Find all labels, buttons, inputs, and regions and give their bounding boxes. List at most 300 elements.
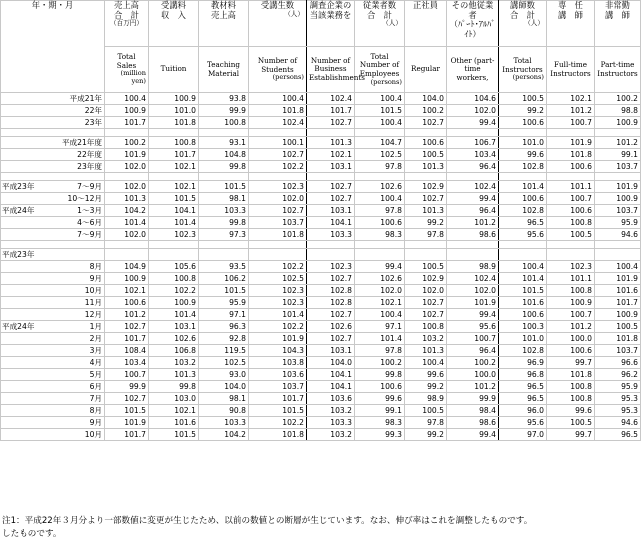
value-cell[interactable]: 100.7 [447,333,499,345]
row-label-cell[interactable] [1,137,105,149]
value-cell[interactable]: 99.4 [355,261,405,273]
value-cell[interactable]: 101.2 [595,137,641,149]
value-cell[interactable]: 101.3 [149,369,199,381]
value-cell[interactable]: 103.2 [149,357,199,369]
value-cell[interactable]: 102.7 [307,181,355,193]
value-cell[interactable]: 101.5 [149,429,199,441]
value-cell[interactable]: 102.2 [249,161,307,173]
value-cell[interactable]: 96.5 [595,429,641,441]
value-cell[interactable]: 100.4 [405,357,447,369]
row-label-cell[interactable] [1,149,105,161]
value-cell[interactable]: 102.3 [249,285,307,297]
value-cell[interactable]: 100.8 [547,285,595,297]
value-cell[interactable]: 97.0 [499,429,547,441]
value-cell[interactable]: 100.7 [547,309,595,321]
value-cell[interactable]: 102.8 [499,205,547,217]
value-cell[interactable]: 99.6 [405,369,447,381]
value-cell[interactable]: 100.9 [595,193,641,205]
row-label-cell[interactable] [1,333,105,345]
value-cell[interactable]: 101.8 [595,333,641,345]
value-cell[interactable]: 100.6 [499,193,547,205]
value-cell[interactable]: 100.6 [547,345,595,357]
value-cell[interactable]: 102.1 [149,181,199,193]
value-cell[interactable]: 100.8 [547,381,595,393]
value-cell[interactable]: 100.1 [249,137,307,149]
value-cell[interactable]: 108.4 [105,345,149,357]
value-cell[interactable]: 99.1 [595,149,641,161]
empty-cell[interactable] [547,129,595,137]
value-cell[interactable]: 95.9 [595,381,641,393]
value-cell[interactable]: 102.1 [355,297,405,309]
value-cell[interactable]: 103.1 [307,161,355,173]
value-cell[interactable]: 102.1 [307,149,355,161]
value-cell[interactable]: 101.8 [249,105,307,117]
empty-cell[interactable] [595,129,641,137]
value-cell[interactable]: 102.5 [249,273,307,285]
value-cell[interactable]: 102.7 [105,321,149,333]
value-cell[interactable]: 97.8 [355,161,405,173]
value-cell[interactable]: 101.9 [595,273,641,285]
value-cell[interactable]: 101.5 [199,285,249,297]
value-cell[interactable]: 96.5 [499,217,547,229]
value-cell[interactable]: 103.0 [149,393,199,405]
value-cell[interactable]: 100.3 [499,321,547,333]
empty-cell[interactable] [1,129,105,137]
value-cell[interactable]: 104.1 [307,217,355,229]
value-cell[interactable]: 101.8 [249,429,307,441]
value-cell[interactable] [595,249,641,261]
value-cell[interactable]: 102.6 [355,181,405,193]
value-cell[interactable]: 102.0 [405,285,447,297]
value-cell[interactable]: 103.7 [249,217,307,229]
value-cell[interactable]: 100.5 [405,261,447,273]
row-label-cell[interactable] [1,357,105,369]
value-cell[interactable]: 102.3 [149,229,199,241]
value-cell[interactable]: 102.4 [249,117,307,129]
value-cell[interactable]: 100.8 [405,321,447,333]
value-cell[interactable]: 101.2 [547,105,595,117]
value-cell[interactable] [149,249,199,261]
empty-cell[interactable] [405,241,447,249]
row-label-cell[interactable] [1,381,105,393]
value-cell[interactable]: 100.5 [405,149,447,161]
value-cell[interactable]: 102.0 [447,105,499,117]
value-cell[interactable]: 96.5 [499,381,547,393]
value-cell[interactable]: 102.2 [249,417,307,429]
value-cell[interactable]: 98.4 [447,405,499,417]
value-cell[interactable]: 102.8 [499,345,547,357]
value-cell[interactable]: 101.9 [595,181,641,193]
value-cell[interactable]: 101.9 [447,297,499,309]
value-cell[interactable]: 101.2 [105,309,149,321]
value-cell[interactable]: 102.7 [307,333,355,345]
value-cell[interactable]: 95.6 [499,417,547,429]
value-cell[interactable]: 103.7 [595,161,641,173]
value-cell[interactable]: 100.9 [105,105,149,117]
empty-cell[interactable] [307,129,355,137]
value-cell[interactable]: 106.2 [199,273,249,285]
empty-cell[interactable] [249,129,307,137]
row-label-cell[interactable] [1,117,105,129]
value-cell[interactable]: 104.0 [199,381,249,393]
empty-cell[interactable] [447,241,499,249]
value-cell[interactable]: 100.8 [547,393,595,405]
empty-cell[interactable] [307,173,355,181]
value-cell[interactable]: 101.6 [595,285,641,297]
value-cell[interactable]: 100.8 [547,217,595,229]
value-cell[interactable]: 102.6 [355,273,405,285]
value-cell[interactable]: 102.3 [307,261,355,273]
value-cell[interactable]: 102.9 [405,273,447,285]
value-cell[interactable]: 100.9 [547,297,595,309]
value-cell[interactable]: 103.1 [307,345,355,357]
empty-cell[interactable] [1,241,105,249]
row-label-cell[interactable] [1,309,105,321]
value-cell[interactable]: 95.6 [447,321,499,333]
value-cell[interactable]: 100.5 [405,405,447,417]
value-cell[interactable]: 100.9 [595,117,641,129]
empty-cell[interactable] [499,173,547,181]
empty-cell[interactable] [1,173,105,181]
empty-cell[interactable] [595,241,641,249]
value-cell[interactable]: 99.2 [499,105,547,117]
value-cell[interactable]: 103.2 [405,333,447,345]
value-cell[interactable]: 103.4 [105,357,149,369]
value-cell[interactable]: 103.3 [307,417,355,429]
value-cell[interactable]: 101.3 [405,345,447,357]
value-cell[interactable]: 102.0 [355,285,405,297]
empty-cell[interactable] [149,129,199,137]
value-cell[interactable]: 99.4 [447,117,499,129]
value-cell[interactable]: 94.6 [595,229,641,241]
row-label-cell[interactable] [1,217,105,229]
value-cell[interactable]: 101.4 [249,309,307,321]
value-cell[interactable]: 102.7 [405,117,447,129]
value-cell[interactable]: 102.1 [105,285,149,297]
value-cell[interactable]: 101.2 [547,321,595,333]
row-label-cell[interactable] [1,369,105,381]
value-cell[interactable]: 101.4 [355,333,405,345]
value-cell[interactable] [547,249,595,261]
row-label-cell[interactable] [1,273,105,285]
value-cell[interactable]: 102.7 [405,297,447,309]
value-cell[interactable]: 102.3 [249,297,307,309]
value-cell[interactable]: 99.6 [499,149,547,161]
value-cell[interactable]: 96.0 [499,405,547,417]
value-cell[interactable]: 101.4 [105,217,149,229]
row-label-cell[interactable] [1,417,105,429]
value-cell[interactable]: 101.9 [105,417,149,429]
empty-cell[interactable] [499,129,547,137]
value-cell[interactable]: 103.3 [307,229,355,241]
value-cell[interactable]: 100.5 [547,229,595,241]
empty-cell[interactable] [307,241,355,249]
value-cell[interactable]: 102.5 [199,357,249,369]
value-cell[interactable]: 100.2 [595,93,641,105]
value-cell[interactable]: 102.0 [249,193,307,205]
value-cell[interactable]: 97.8 [355,205,405,217]
empty-cell[interactable] [199,129,249,137]
value-cell[interactable]: 101.4 [499,181,547,193]
value-cell[interactable]: 95.3 [595,405,641,417]
value-cell[interactable]: 96.4 [447,345,499,357]
empty-cell[interactable] [355,129,405,137]
value-cell[interactable]: 102.6 [149,333,199,345]
value-cell[interactable]: 103.3 [199,417,249,429]
value-cell[interactable]: 98.3 [355,417,405,429]
value-cell[interactable]: 100.9 [149,93,199,105]
value-cell[interactable]: 104.2 [199,429,249,441]
value-cell[interactable]: 99.9 [447,393,499,405]
value-cell[interactable]: 93.1 [199,137,249,149]
value-cell[interactable]: 102.3 [249,181,307,193]
empty-cell[interactable] [447,173,499,181]
value-cell[interactable]: 101.8 [149,117,199,129]
value-cell[interactable]: 97.3 [199,229,249,241]
value-cell[interactable]: 100.4 [499,261,547,273]
value-cell[interactable]: 104.1 [307,381,355,393]
value-cell[interactable]: 95.6 [499,229,547,241]
value-cell[interactable]: 101.5 [199,181,249,193]
row-label-cell[interactable] [1,93,105,105]
value-cell[interactable]: 96.4 [447,205,499,217]
value-cell[interactable]: 99.6 [355,393,405,405]
value-cell[interactable]: 102.6 [307,321,355,333]
value-cell[interactable]: 96.6 [595,357,641,369]
value-cell[interactable]: 101.8 [547,149,595,161]
value-cell[interactable]: 100.7 [105,369,149,381]
value-cell[interactable]: 102.7 [405,193,447,205]
value-cell[interactable]: 101.5 [355,105,405,117]
value-cell[interactable]: 101.3 [405,161,447,173]
value-cell[interactable]: 104.9 [105,261,149,273]
value-cell[interactable]: 101.8 [547,369,595,381]
value-cell[interactable]: 101.0 [499,137,547,149]
empty-cell[interactable] [249,173,307,181]
value-cell[interactable]: 99.1 [355,405,405,417]
value-cell[interactable]: 99.8 [199,161,249,173]
value-cell[interactable] [405,249,447,261]
value-cell[interactable]: 101.7 [105,429,149,441]
row-label-cell[interactable] [1,249,105,261]
value-cell[interactable]: 95.3 [595,393,641,405]
value-cell[interactable]: 99.7 [547,357,595,369]
value-cell[interactable]: 100.8 [199,117,249,129]
value-cell[interactable]: 103.4 [447,149,499,161]
value-cell[interactable]: 100.6 [499,309,547,321]
value-cell[interactable]: 100.4 [355,117,405,129]
value-cell[interactable]: 97.8 [355,345,405,357]
value-cell[interactable]: 102.2 [149,285,199,297]
row-label-cell[interactable] [1,105,105,117]
value-cell[interactable]: 102.7 [105,393,149,405]
value-cell[interactable]: 103.7 [595,205,641,217]
value-cell[interactable]: 100.6 [355,381,405,393]
value-cell[interactable]: 102.3 [547,261,595,273]
value-cell[interactable]: 99.8 [355,369,405,381]
value-cell[interactable]: 96.9 [499,357,547,369]
value-cell[interactable]: 98.8 [595,105,641,117]
value-cell[interactable]: 104.1 [307,369,355,381]
value-cell[interactable]: 104.3 [249,345,307,357]
empty-cell[interactable] [105,241,149,249]
row-label-cell[interactable] [1,261,105,273]
row-label-cell[interactable] [1,429,105,441]
row-label-cell[interactable] [1,285,105,297]
value-cell[interactable]: 100.2 [447,357,499,369]
value-cell[interactable]: 105.6 [149,261,199,273]
value-cell[interactable]: 102.4 [447,181,499,193]
value-cell[interactable] [447,249,499,261]
value-cell[interactable]: 104.2 [105,205,149,217]
value-cell[interactable]: 101.3 [405,205,447,217]
value-cell[interactable]: 102.7 [307,193,355,205]
value-cell[interactable]: 119.5 [199,345,249,357]
value-cell[interactable]: 104.6 [447,93,499,105]
value-cell[interactable]: 100.8 [149,273,199,285]
value-cell[interactable]: 97.8 [405,229,447,241]
value-cell[interactable]: 101.0 [499,333,547,345]
empty-cell[interactable] [149,241,199,249]
value-cell[interactable] [307,249,355,261]
empty-cell[interactable] [405,173,447,181]
value-cell[interactable]: 98.9 [447,261,499,273]
empty-cell[interactable] [405,129,447,137]
empty-cell[interactable] [595,173,641,181]
empty-cell[interactable] [355,241,405,249]
value-cell[interactable]: 100.0 [547,333,595,345]
row-label-cell[interactable] [1,297,105,309]
value-cell[interactable]: 100.5 [595,321,641,333]
value-cell[interactable]: 100.4 [105,93,149,105]
value-cell[interactable]: 100.4 [249,93,307,105]
value-cell[interactable]: 101.5 [249,405,307,417]
value-cell[interactable]: 103.2 [307,429,355,441]
value-cell[interactable]: 100.9 [105,273,149,285]
value-cell[interactable]: 101.4 [499,273,547,285]
value-cell[interactable]: 98.6 [447,229,499,241]
value-cell[interactable]: 101.7 [307,105,355,117]
value-cell[interactable] [105,249,149,261]
value-cell[interactable]: 96.8 [499,369,547,381]
value-cell[interactable]: 100.6 [405,137,447,149]
empty-cell[interactable] [547,241,595,249]
value-cell[interactable]: 96.2 [595,369,641,381]
value-cell[interactable]: 101.0 [149,105,199,117]
value-cell[interactable] [499,249,547,261]
empty-cell[interactable] [199,241,249,249]
value-cell[interactable]: 96.5 [499,393,547,405]
value-cell[interactable]: 102.1 [547,93,595,105]
value-cell[interactable]: 102.7 [307,309,355,321]
value-cell[interactable]: 100.9 [595,309,641,321]
value-cell[interactable]: 101.4 [149,217,199,229]
value-cell[interactable]: 102.2 [249,321,307,333]
value-cell[interactable]: 102.7 [249,149,307,161]
value-cell[interactable]: 99.2 [405,381,447,393]
value-cell[interactable]: 99.4 [447,309,499,321]
empty-cell[interactable] [199,173,249,181]
value-cell[interactable]: 95.9 [199,297,249,309]
value-cell[interactable]: 101.7 [105,333,149,345]
value-cell[interactable]: 102.7 [307,273,355,285]
value-cell[interactable]: 104.7 [355,137,405,149]
value-cell[interactable]: 101.5 [105,405,149,417]
value-cell[interactable]: 100.6 [547,205,595,217]
value-cell[interactable]: 98.1 [199,393,249,405]
value-cell[interactable]: 102.0 [105,161,149,173]
value-cell[interactable]: 95.9 [595,217,641,229]
empty-cell[interactable] [105,173,149,181]
value-cell[interactable]: 103.7 [595,345,641,357]
value-cell[interactable] [249,249,307,261]
value-cell[interactable]: 102.0 [105,181,149,193]
value-cell[interactable]: 104.0 [307,357,355,369]
value-cell[interactable]: 104.0 [405,93,447,105]
value-cell[interactable]: 93.8 [199,93,249,105]
row-label-cell[interactable] [1,181,105,193]
value-cell[interactable]: 100.7 [547,117,595,129]
value-cell[interactable]: 90.8 [199,405,249,417]
value-cell[interactable]: 101.7 [105,117,149,129]
value-cell[interactable]: 96.3 [199,321,249,333]
value-cell[interactable]: 99.8 [149,381,199,393]
value-cell[interactable]: 103.1 [149,321,199,333]
value-cell[interactable]: 100.6 [499,117,547,129]
value-cell[interactable]: 101.9 [105,149,149,161]
value-cell[interactable]: 100.5 [499,93,547,105]
value-cell[interactable]: 93.5 [199,261,249,273]
empty-cell[interactable] [149,173,199,181]
value-cell[interactable]: 101.6 [149,417,199,429]
value-cell[interactable]: 97.1 [355,321,405,333]
value-cell[interactable]: 102.2 [249,261,307,273]
value-cell[interactable]: 101.5 [149,193,199,205]
value-cell[interactable]: 99.9 [105,381,149,393]
row-label-cell[interactable] [1,229,105,241]
value-cell[interactable]: 96.4 [447,161,499,173]
value-cell[interactable]: 100.4 [595,261,641,273]
row-label-cell[interactable] [1,393,105,405]
value-cell[interactable]: 99.2 [405,217,447,229]
value-cell[interactable]: 102.8 [499,161,547,173]
value-cell[interactable]: 100.2 [105,137,149,149]
value-cell[interactable]: 102.7 [249,205,307,217]
value-cell[interactable]: 101.8 [249,229,307,241]
value-cell[interactable]: 102.7 [307,117,355,129]
value-cell[interactable]: 102.5 [355,149,405,161]
value-cell[interactable]: 101.1 [547,273,595,285]
value-cell[interactable] [199,249,249,261]
value-cell[interactable]: 104.1 [149,205,199,217]
value-cell[interactable]: 102.4 [447,273,499,285]
value-cell[interactable]: 103.7 [249,381,307,393]
value-cell[interactable]: 94.6 [595,417,641,429]
value-cell[interactable]: 101.3 [307,137,355,149]
value-cell[interactable]: 100.8 [149,137,199,149]
value-cell[interactable]: 101.6 [499,297,547,309]
value-cell[interactable]: 102.0 [105,229,149,241]
value-cell[interactable]: 100.9 [149,297,199,309]
value-cell[interactable]: 99.3 [355,429,405,441]
value-cell[interactable]: 100.6 [105,297,149,309]
value-cell[interactable]: 100.2 [355,357,405,369]
value-cell[interactable]: 101.9 [547,137,595,149]
value-cell[interactable]: 102.9 [405,181,447,193]
value-cell[interactable]: 100.0 [447,369,499,381]
empty-cell[interactable] [499,241,547,249]
value-cell[interactable]: 101.3 [105,193,149,205]
